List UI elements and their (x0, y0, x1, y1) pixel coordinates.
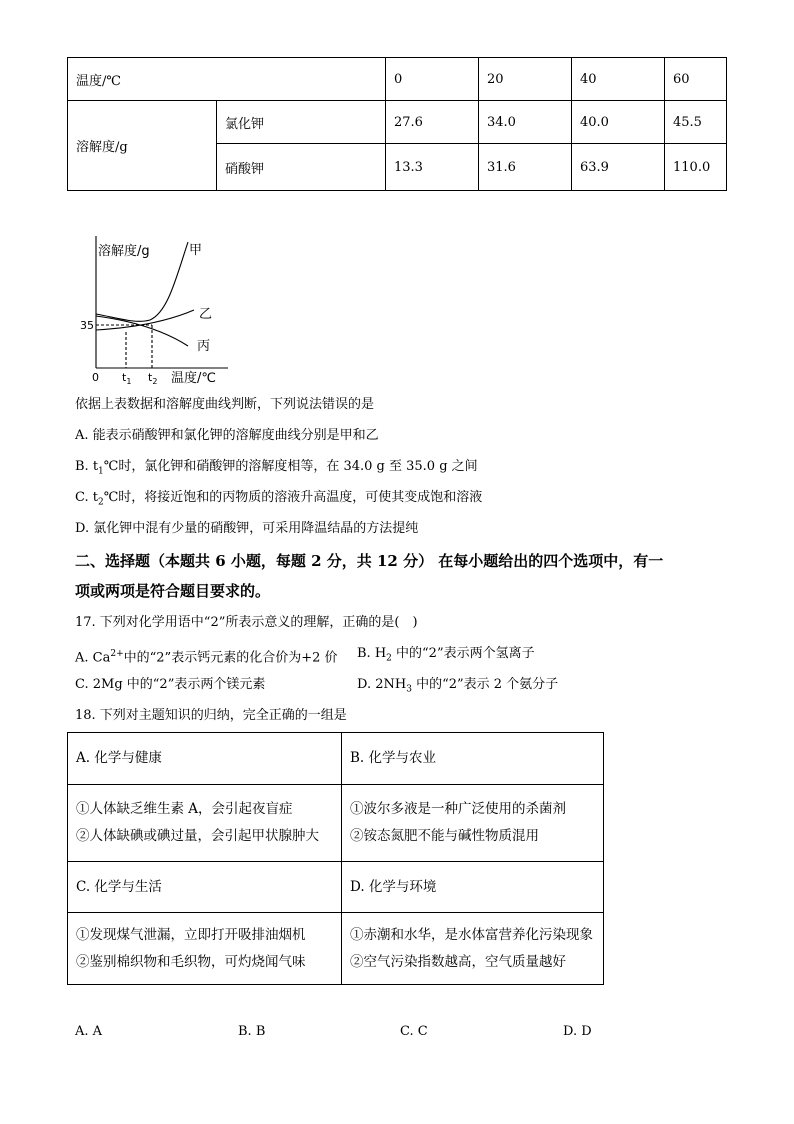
curve-label-yi: 乙 (199, 307, 213, 322)
q17-stem: 17. 下列对化学用语中“2”所表示意义的理解，正确的是( ) (75, 615, 418, 630)
substance-cell: 硝酸钾 (217, 144, 386, 191)
q18-a-line1: ①人体缺乏维生素 A，会引起夜盲症 (76, 801, 293, 817)
q17-b-prefix: B. H (357, 646, 387, 661)
q17-option-d (357, 676, 558, 699)
q16-b-prefix: B. t (75, 459, 99, 474)
value-cell: 110.0 (665, 144, 727, 191)
q17-option-a (75, 645, 338, 667)
section-2-heading-line1: 二、选择题（本题共 6 小题，每题 2 分，共 12 分） 在每小题给出的四个选项中，有一 (75, 552, 664, 570)
y-tick-35: 35 (80, 319, 94, 332)
q18-b-line1: ①波尔多液是一种广泛使用的杀菌剂 (350, 801, 566, 817)
substance-cell: 氯化钾 (217, 101, 386, 144)
value-cell: 27.6 (386, 101, 479, 144)
q16-option-b (75, 458, 478, 481)
q16-c-prefix: C. t (75, 490, 98, 505)
q18-option-c: C. C (400, 1024, 428, 1039)
q18-option-a: A. A (75, 1024, 103, 1039)
q18-cell-a-title: A. 化学与健康 (68, 733, 342, 785)
q16-b-sub: 1 (98, 466, 104, 477)
curve-bing (96, 316, 188, 346)
section-2-heading-line2: 项或两项是符合题目要求的。 (75, 582, 271, 600)
q18-option-d: D. D (563, 1024, 592, 1039)
solubility-label-cell: 溶解度/g (68, 101, 217, 191)
q18-cell-d-body (342, 913, 604, 985)
q18-b-line2: ②铵态氮肥不能与碱性物质混用 (350, 828, 539, 844)
q17-a-rest: 中的“2”表示钙元素的化合价为+2 价 (123, 650, 338, 666)
q18-stem: 18. 下列对主题知识的归纳，完全正确的一组是 (75, 708, 347, 723)
q16-b-rest: ℃时，氯化钾和硝酸钾的溶解度相等，在 34.0 g 至 35.0 g 之间 (103, 459, 478, 474)
temp-cell: 40 (572, 58, 665, 101)
value-cell: 34.0 (479, 101, 572, 144)
q16-option-d: D. 氯化钾中混有少量的硝酸钾，可采用降温结晶的方法提纯 (75, 521, 419, 536)
q16-option-a: A. 能表示硝酸钾和氯化钾的溶解度曲线分别是甲和乙 (75, 428, 379, 443)
q18-d-line1: ①赤潮和水华，是水体富营养化污染现象 (350, 926, 593, 943)
solubility-table (67, 57, 727, 191)
q18-cell-b-body (342, 785, 604, 862)
q18-c-line2: ②鉴别棉织物和毛织物，可灼烧闻气味 (76, 953, 306, 970)
value-cell: 13.3 (386, 144, 479, 191)
origin-label: 0 (92, 371, 99, 384)
y-axis-label: 溶解度/g (98, 244, 150, 259)
value-cell: 45.5 (665, 101, 727, 144)
q17-a-sup: 2+ (110, 649, 124, 659)
q18-cell-a-body (68, 785, 342, 862)
q18-option-b: B. B (238, 1024, 266, 1039)
q16-stem: 依据上表数据和溶解度曲线判断，下列说法错误的是 (75, 397, 375, 412)
temp-cell: 0 (386, 58, 479, 101)
q16-c-rest: ℃时，将接近饱和的丙物质的溶液升高温度，可使其变成饱和溶液 (103, 490, 483, 505)
t2-label: $t_2$ (148, 371, 158, 386)
q18-cell-b-title: B. 化学与农业 (342, 733, 604, 785)
q17-b-sub: 2 (386, 653, 392, 664)
q17-d-rest: 中的“2”表示 2 个氨分子 (411, 677, 559, 692)
value-cell: 63.9 (572, 144, 665, 191)
value-cell: 40.0 (572, 101, 665, 144)
q17-a-prefix: A. Ca (75, 650, 111, 666)
q18-cell-c-title: C. 化学与生活 (68, 862, 342, 913)
q18-topic-table (67, 732, 604, 985)
curve-label-bing: 丙 (197, 339, 211, 354)
q16-c-sub: 2 (97, 497, 104, 508)
q18-d-line2: ②空气污染指数越高，空气质量越好 (350, 953, 566, 970)
solubility-curve-figure (70, 228, 240, 393)
q17-b-rest: 中的“2”表示两个氢离子 (391, 646, 535, 661)
q17-d-prefix: D. 2NH (357, 677, 407, 692)
q17-option-c: C. 2Mg 中的“2”表示两个镁元素 (75, 677, 266, 692)
q17-d-sub: 3 (406, 684, 412, 695)
temp-label-cell: 温度/℃ (68, 58, 386, 101)
temp-cell: 20 (479, 58, 572, 101)
temp-cell: 60 (665, 58, 727, 101)
q18-cell-d-title: D. 化学与环境 (342, 862, 604, 913)
value-cell: 31.6 (479, 144, 572, 191)
q18-cell-c-body (68, 913, 342, 985)
curve-label-jia: 甲 (189, 243, 203, 258)
q18-c-line1: ①发现煤气泄漏，立即打开吸排油烟机 (76, 926, 306, 943)
q18-a-line2: ②人体缺碘或碘过量，会引起甲状腺肿大 (76, 828, 319, 844)
q17-option-b (357, 645, 535, 668)
x-axis-label: 温度/℃ (171, 371, 216, 386)
q16-option-c (75, 489, 482, 512)
t1-label: $t_1$ (122, 371, 132, 386)
